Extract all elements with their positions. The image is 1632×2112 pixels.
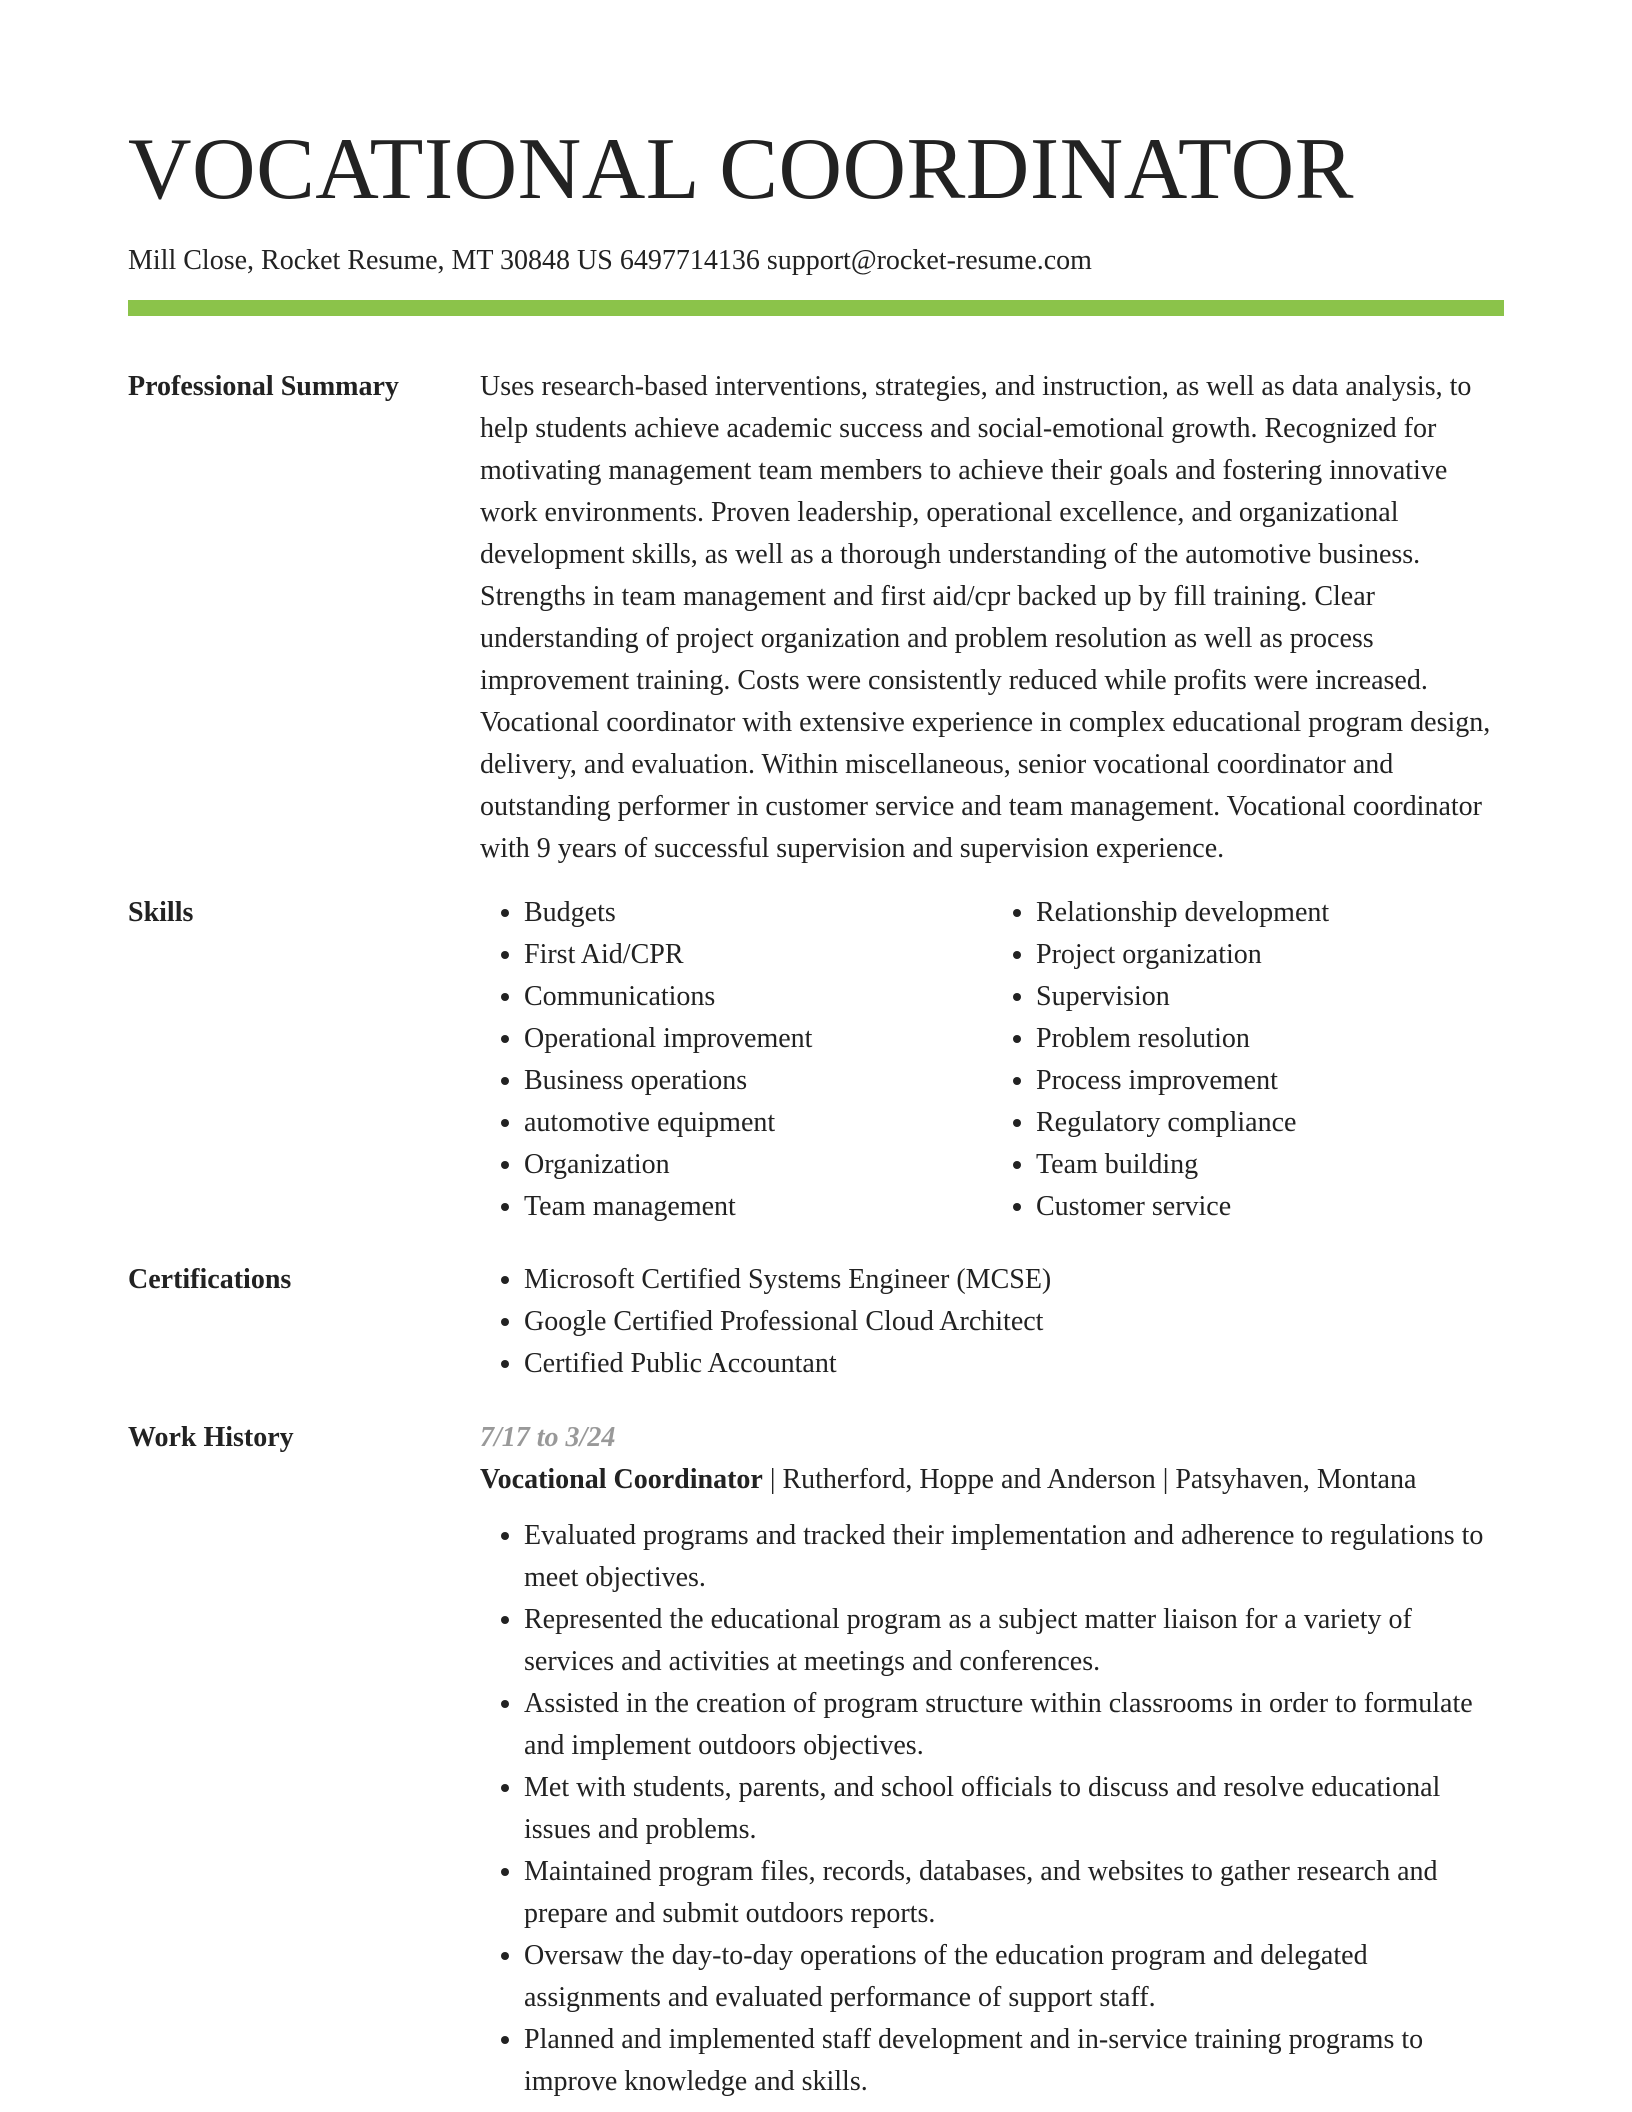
skills-body [480,892,1504,1228]
skill-item: • Communications [524,976,992,1018]
skill-item: • Regulatory compliance [1036,1102,1504,1144]
certifications-section [128,1259,1504,1385]
section-title-summary: Professional Summary [128,371,399,402]
skill-item: • Customer service [1036,1186,1504,1228]
certifications-body [480,1259,1504,1385]
resume-name: VOCATIONAL COORDINATOR [128,121,1354,218]
summary-text: Uses research-based interventions, strategies, and instruction, as well as data analysis, to help students achieve academic success and social-emotional growth. Recognized for motivating management team members to achieve their goals and fostering innovative work environments. Proven leadership, operational excellence, and organizational development skills, as well as a thorough understanding of the automotive business. Strengths in team management and first aid/cpr backed up by fill training. Clear understanding of project organization and problem resolution as well as process improvement training. Costs were consistently reduced while profits were increased. Vocational coordinator with extensive experience in complex educational program design, delivery, and evaluation. Within miscellaneous, senior vocational coordinator and outstanding performer in customer service and team management. Vocational coordinator with 9 years of successful supervision and supervision experience. [480,371,1491,864]
header-divider [128,300,1504,316]
skill-item: • Team management [524,1186,992,1228]
skills-list-left [480,892,992,1228]
skill-item: • Operational improvement [524,1018,992,1060]
job-bullet: • Met with students, parents, and school officials to discuss and resolve educational issues and problems. [524,1767,1504,1851]
job-bullet: • Evaluated programs and tracked their implementation and adherence to regulations to meet objectives. [524,1515,1504,1599]
skill-item: • Process improvement [1036,1060,1504,1102]
job-employer-location: | Rutherford, Hoppe and Anderson | Patsyhaven, Montana [762,1464,1417,1495]
job-dates: 7/17 to 3/24 [480,1422,616,1453]
job-entry [480,1417,1504,2103]
skill-item: • Problem resolution [1036,1018,1504,1060]
section-title-skills: Skills [128,897,194,928]
job-title: Vocational Coordinator [480,1464,763,1495]
job-bullet: • Oversaw the day-to-day operations of the education program and delegated assignments and evaluated performance of support staff. [524,1935,1504,2019]
certification-item: • Certified Public Accountant [524,1343,1504,1385]
certifications-list [480,1259,1504,1385]
skill-item: • automotive equipment [524,1102,992,1144]
job-heading [480,1459,1504,1501]
skill-item: • Project organization [1036,934,1504,976]
work-history-body [480,1417,1504,2103]
skill-item: • Organization [524,1144,992,1186]
job-bullet: • Assisted in the creation of program structure within classrooms in order to formulate and implement outdoors objectives. [524,1683,1504,1767]
job-bullet: • Represented the educational program as a subject matter liaison for a variety of services and activities at meetings and conferences. [524,1599,1504,1683]
job-bullet: • Planned and implemented staff development and in-service training programs to improve knowledge and skills. [524,2019,1504,2103]
section-title-work-history: Work History [128,1422,294,1453]
work-history-section [128,1417,1504,2103]
contact-info: Mill Close, Rocket Resume, MT 30848 US 6497714136 support@rocket-resume.com [128,245,1092,276]
section-title-certifications: Certifications [128,1264,292,1295]
job-bullets [480,1515,1504,2103]
skills-list-right [992,892,1504,1228]
skill-item: • Supervision [1036,976,1504,1018]
skill-item: • Business operations [524,1060,992,1102]
skills-section [128,892,1504,1228]
certification-item: • Microsoft Certified Systems Engineer (MCSE) [524,1259,1504,1301]
skill-item: • Relationship development [1036,892,1504,934]
skill-item: • Budgets [524,892,992,934]
summary-body [480,366,1504,870]
job-bullet: • Maintained program files, records, databases, and websites to gather research and prepare and submit outdoors reports. [524,1851,1504,1935]
summary-section [128,366,1504,870]
certification-item: • Google Certified Professional Cloud Architect [524,1301,1504,1343]
skill-item: • Team building [1036,1144,1504,1186]
skill-item: • First Aid/CPR [524,934,992,976]
